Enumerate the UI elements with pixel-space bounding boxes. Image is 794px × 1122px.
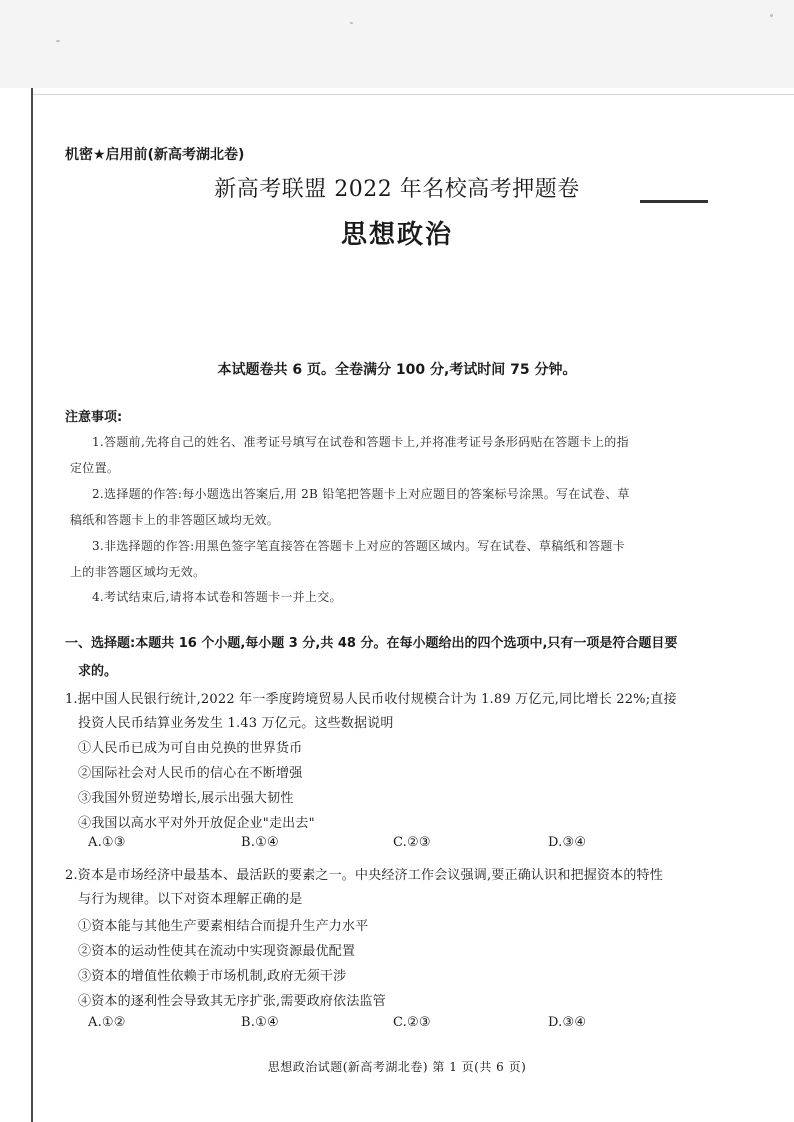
page-footer: 思想政治试题(新高考湖北卷) 第 1 页(共 6 页) xyxy=(267,1060,527,1074)
question-stem: 1.据中国人民银行统计,2022 年一季度跨境贸易人民币收付规模合计为 1.89 万亿元,同比增长 22%;直接 xyxy=(65,692,677,707)
scan-speck xyxy=(770,14,773,17)
confidential-label: 机密★启用前(新高考湖北卷) xyxy=(65,147,245,163)
notice-line: 2.选择题的作答:每小题选出答案后,用 2B 铅笔把答题卡上对应题目的答案标号涂黑。写在试卷、草 xyxy=(92,487,630,501)
notice-heading: 注意事项: xyxy=(65,410,123,425)
statement-item: ①人民币已成为可自由兑换的世界货币 xyxy=(78,741,303,756)
statement-item: ④资本的逐利性会导致其无序扩张,需要政府依法监管 xyxy=(78,994,386,1009)
question-stem: 2.资本是市场经济中最基本、最活跃的要素之一。中央经济工作会议强调,要正确认识和把握资本的特性 xyxy=(65,868,663,883)
exam-info: 本试题卷共 6 页。全卷满分 100 分,考试时间 75 分钟。 xyxy=(217,362,577,378)
answer-option-d[interactable]: D.③④ xyxy=(548,1015,587,1030)
statement-item: ③资本的增值性依赖于市场机制,政府无须干涉 xyxy=(78,969,347,984)
question-stem: 投资人民币结算业务发生 1.43 万亿元。这些数据说明 xyxy=(78,716,394,731)
page-top-edge xyxy=(33,94,794,95)
question-stem: 与行为规律。以下对资本理解正确的是 xyxy=(78,892,303,907)
section-heading: 一、选择题:本题共 16 个小题,每小题 3 分,共 48 分。在每小题给出的四个选项中,只有一项是符合题目要 xyxy=(65,636,678,651)
answer-option-b[interactable]: B.①④ xyxy=(241,835,279,850)
subject-title: 思想政治 xyxy=(340,220,453,250)
answer-option-a[interactable]: A.①③ xyxy=(88,835,126,850)
ink-mark xyxy=(640,200,708,203)
answer-option-d[interactable]: D.③④ xyxy=(548,835,587,850)
statement-item: ②资本的运动性使其在流动中实现资源最优配置 xyxy=(78,944,356,959)
answer-option-b[interactable]: B.①④ xyxy=(241,1015,279,1030)
scan-speck xyxy=(350,22,353,24)
notice-line: 稿纸和答题卡上的非答题区域均无效。 xyxy=(70,513,280,527)
statement-item: ④我国以高水平对外开放促企业"走出去" xyxy=(78,816,315,831)
scan-speck xyxy=(56,40,60,42)
notice-line: 3.非选择题的作答:用黑色签字笔直接答在答题卡上对应的答题区域内。写在试卷、草稿纸和答题卡 xyxy=(92,539,625,553)
answer-option-c[interactable]: C.②③ xyxy=(393,835,431,850)
notice-line: 1.答题前,先将自己的姓名、准考证号填写在试卷和答题卡上,并将准考证号条形码贴在答题卡上的指 xyxy=(92,435,629,449)
statement-item: ②国际社会对人民币的信心在不断增强 xyxy=(78,766,303,781)
statement-item: ③我国外贸逆势增长,展示出强大韧性 xyxy=(78,791,294,806)
exam-title: 新高考联盟 2022 年名校高考押题卷 xyxy=(214,177,580,202)
scan-top-band xyxy=(0,0,794,88)
answer-option-a[interactable]: A.①② xyxy=(88,1015,126,1030)
statement-item: ①资本能与其他生产要素相结合而提升生产力水平 xyxy=(78,919,369,934)
notice-line: 上的非答题区域均无效。 xyxy=(70,565,206,579)
notice-line: 4.考试结束后,请将本试卷和答题卡一并上交。 xyxy=(92,590,342,604)
section-heading-cont: 求的。 xyxy=(78,664,118,679)
answer-option-c[interactable]: C.②③ xyxy=(393,1015,431,1030)
notice-line: 定位置。 xyxy=(70,461,120,475)
